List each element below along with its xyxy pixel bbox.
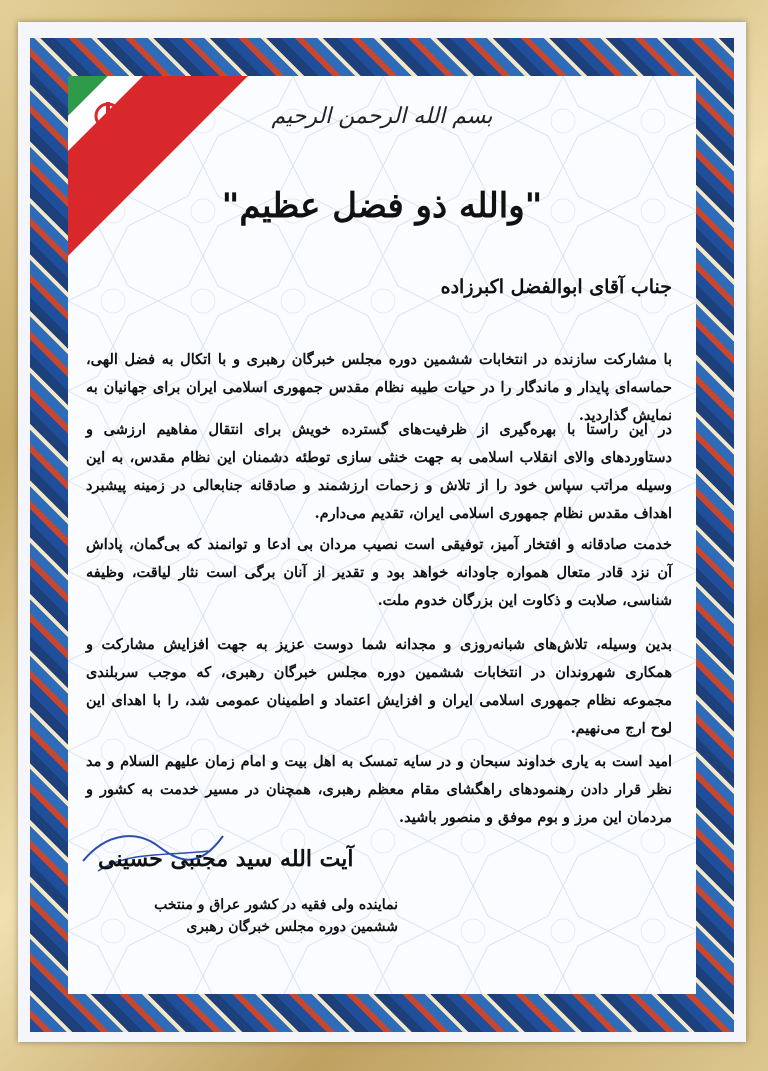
paragraph-4: بدین وسیله، تلاش‌های شبانه‌روزی و مجدانه شما دوست عزیز به جهت افزایش مشارکت و همکاری شهروندان در انتخابات ششمین دوره مجلس خبرگان رهبری، که موجب سربلندی مجموعه نظام جمهوری اسلامی ایران و افزایش اعتماد و اطمینان عمومی شد، را با اهدای این لوح ارج می‌نهیم. — [86, 636, 672, 737]
signer-title-line-1: نماینده ولی فقیه در کشور عراق و منتخب — [154, 897, 398, 913]
paragraph-5: امید است به یاری خداوند سبحان و در سایه تمسک به اهل بیت و امام زمان علیهم السلام و مد نظر قرار دادن رهنمودهای راهگشای مقام معظم رهبری، همچنان در مسیر خدمت به کشور و مردمان این مرز و بوم موفق و منصور باشید. — [86, 753, 672, 826]
signer-title-line-2: ششمین دوره مجلس خبرگان رهبری — [186, 919, 398, 935]
addressee-line: جناب آقای ابوالفضل اکبرزاده — [440, 276, 672, 298]
paragraph-1: با مشارکت سازنده در انتخابات ششمین دوره مجلس خبرگان رهبری و با اتکال به فضل الهی، حماسه‌ای پایدار و ماندگار را در حیات طیبه نظام مقدس جمهوری اسلامی ایران برای جهانیان به نمایش گذاردید. — [86, 351, 672, 424]
signer-name: آیت الله سید مجتبی حسینی — [98, 846, 354, 872]
paragraph-3: خدمت صادقانه و افتخار آمیز، توفیقی است نصیب مردان بی ادعا و توانمند که بی‌گمان، پاداش آن نزد قادر متعال همواره جاودانه خواهد بود و تقدیر از آنان برگی است نثار لیاقت، وظیفه شناسی، صلابت و ذکاوت این بزرگان خدوم ملت. — [86, 536, 672, 609]
signer-title — [98, 894, 398, 938]
basmala-heading: بسم الله الرحمن الرحیم — [271, 104, 493, 129]
paragraph-2: در این راستا با بهره‌گیری از ظرفیت‌های گسترده خویش برای انتقال مفاهیم ارزشی و دستاوردهای والای انقلاب اسلامی به جهت خنثی سازی توطئه دشمنان این نظام مقدس، به این وسیله مراتب سپاس خود را از تلاش و زحمات ارزشمند و صادقانه جنابعالی در زمینه پیشبرد اهداف مقدس نظام جمهوری اسلامی ایران، تقدیم می‌دارم. — [86, 421, 672, 522]
certificate-body — [68, 76, 696, 994]
iran-flag-icon — [68, 76, 248, 256]
quran-verse-title: "والله ذو فضل عظیم" — [221, 186, 543, 226]
